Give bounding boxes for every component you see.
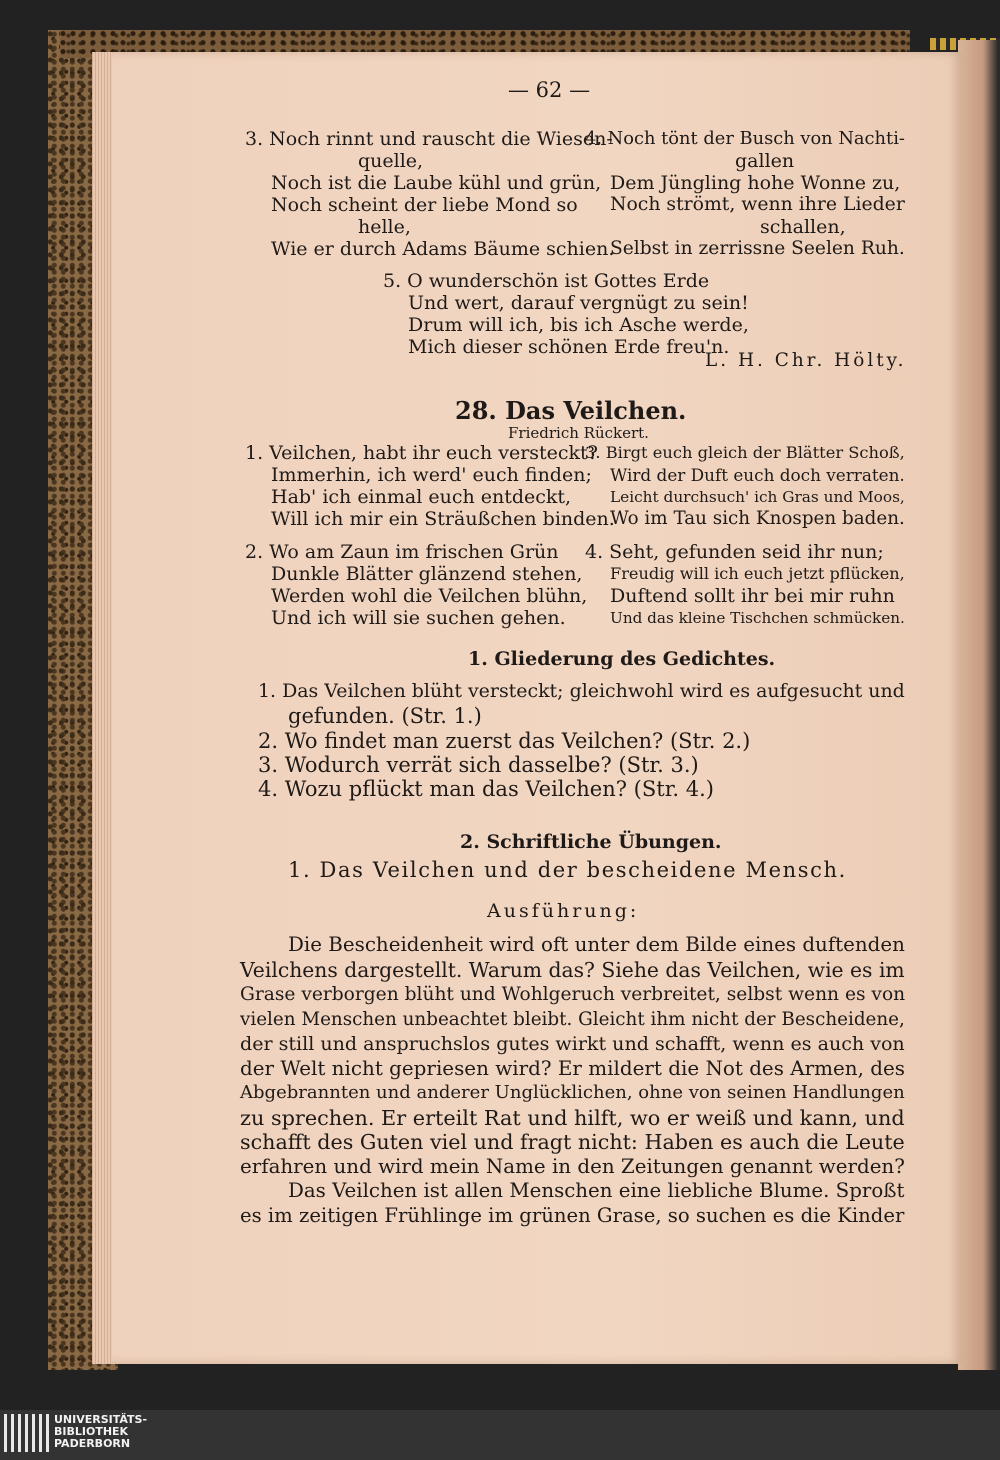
- body-line-2: Veilchens dargestellt. Warum das? Siehe das Veilchen, wie es im: [240, 958, 905, 982]
- body-line-7: Abgebrannten und anderer Unglücklichen, ohne von seinen Handlungen: [240, 1082, 905, 1103]
- body-line-4: vielen Menschen unbeachtet bleibt. Gleicht ihm nicht der Bescheidene,: [240, 1009, 905, 1030]
- veilchen-stanza1-line1: 1. Veilchen, habt ihr euch versteckt?: [245, 442, 598, 464]
- veilchen-stanza2-line4: Und ich will sie suchen gehen.: [271, 607, 566, 629]
- veilchen-stanza4-line3: Duftend sollt ihr bei mir ruhn: [610, 585, 895, 607]
- hoelty-author: L. H. Chr. Hölty.: [705, 350, 907, 371]
- gliederung-item-3: 3. Wodurch verrät sich dasselbe? (Str. 3.): [258, 753, 699, 777]
- hoelty-stanza3-line6: Wie er durch Adams Bäume schien.: [271, 238, 615, 260]
- hoelty-stanza5-line4: Mich dieser schönen Erde freu'n.: [408, 336, 730, 358]
- veilchen-stanza2-line2: Dunkle Blätter glänzend stehen,: [271, 563, 583, 585]
- library-logo-icon: [4, 1414, 50, 1452]
- hoelty-stanza4-line5: schallen,: [760, 216, 846, 238]
- hoelty-stanza3-line5: helle,: [358, 216, 411, 238]
- next-page-edge: [958, 40, 1000, 1370]
- ausfuehrung-label: Ausführung:: [487, 900, 640, 922]
- gliederung-item-2: 2. Wo findet man zuerst das Veilchen? (Str. 2.): [258, 729, 751, 753]
- footer-bar: [0, 1410, 1000, 1460]
- hoelty-stanza4-line4: Noch strömt, wenn ihre Lieder: [610, 194, 905, 215]
- logo-line-3: PADERBORN: [54, 1437, 131, 1450]
- hoelty-stanza3-line3: Noch ist die Laube kühl und grün,: [271, 172, 602, 194]
- body-line-12: es im zeitigen Frühlinge im grünen Grase, so suchen es die Kinder: [240, 1204, 905, 1227]
- body-line-5: der still und anspruchslos gutes wirkt und schafft, wenn es auch von: [240, 1033, 905, 1055]
- veilchen-stanza4-line2: Freudig will ich euch jetzt pflücken,: [610, 564, 905, 583]
- veilchen-stanza3-line4: Wo im Tau sich Knospen baden.: [610, 508, 905, 529]
- gliederung-item-4: 4. Wozu pflückt man das Veilchen? (Str. 4.): [258, 777, 715, 801]
- veilchen-stanza1-line4: Will ich mir ein Sträußchen binden.: [271, 508, 615, 530]
- library-logo-text: [54, 1414, 147, 1450]
- hoelty-stanza3-line2: quelle,: [358, 150, 424, 172]
- body-line-8: zu sprechen. Er erteilt Rat und hilft, wo er weiß und kann, und: [240, 1106, 905, 1130]
- gliederung-heading: 1. Gliederung des Gedichtes.: [468, 648, 776, 670]
- hoelty-stanza5-line1: 5. O wunderschön ist Gottes Erde: [383, 270, 710, 292]
- hoelty-stanza5-line3: Drum will ich, bis ich Asche werde,: [408, 314, 749, 336]
- veilchen-stanza4-line1: 4. Seht, gefunden seid ihr nun;: [585, 541, 884, 563]
- hoelty-stanza4-line6: Selbst in zerrissne Seelen Ruh.: [610, 238, 905, 259]
- hoelty-stanza3-line4: Noch scheint der liebe Mond so: [271, 194, 578, 216]
- hoelty-stanza4-line3: Dem Jüngling hohe Wonne zu,: [610, 172, 901, 194]
- page-number: — 62 —: [508, 78, 591, 102]
- hoelty-stanza5-line2: Und wert, darauf vergnügt zu sein!: [408, 292, 749, 314]
- veilchen-stanza1-line3: Hab' ich einmal euch entdeckt,: [271, 486, 572, 508]
- body-line-9: schafft des Guten viel und fragt nicht: Haben es auch die Leute: [240, 1130, 905, 1154]
- logo-line-1: UNIVERSITÄTS-: [54, 1413, 148, 1426]
- veilchen-stanza3-line2: Wird der Duft euch doch verraten.: [610, 465, 905, 485]
- body-line-10: erfahren und wird mein Name in den Zeitungen genannt werden?: [240, 1155, 905, 1178]
- poem-author: Friedrich Rückert.: [508, 424, 649, 442]
- hoelty-stanza3-line1: 3. Noch rinnt und rauscht die Wiesen-: [245, 128, 613, 150]
- veilchen-stanza3-line1: 3. Birgt euch gleich der Blätter Schoß,: [585, 443, 905, 462]
- hoelty-stanza4-line1: 4. Noch tönt der Busch von Nachti-: [585, 128, 905, 149]
- body-line-11: Das Veilchen ist allen Menschen eine liebliche Blume. Sproßt: [288, 1179, 905, 1202]
- veilchen-stanza2-line3: Werden wohl die Veilchen blühn,: [271, 585, 588, 607]
- body-line-6: der Welt nicht gepriesen wird? Er mildert die Not des Armen, des: [240, 1057, 906, 1080]
- hoelty-stanza4-line2: gallen: [735, 150, 795, 172]
- veilchen-stanza4-line4: Und das kleine Tischchen schmücken.: [610, 609, 905, 627]
- body-line-3: Grase verborgen blüht und Wohlgeruch verbreitet, selbst wenn es von: [240, 984, 906, 1005]
- uebungen-topic: 1. Das Veilchen und der bescheidene Mensch.: [288, 858, 847, 882]
- uebungen-heading: 2. Schriftliche Übungen.: [460, 831, 722, 853]
- gliederung-item-1-cont: gefunden. (Str. 1.): [288, 704, 482, 728]
- body-line-1: Die Bescheidenheit wird oft unter dem Bilde eines duftenden: [288, 933, 905, 956]
- veilchen-stanza2-line1: 2. Wo am Zaun im frischen Grün: [245, 541, 559, 563]
- veilchen-stanza3-line3: Leicht durchsuch' ich Gras und Moos,: [610, 488, 905, 506]
- veilchen-stanza1-line2: Immerhin, ich werd' euch finden;: [271, 464, 592, 486]
- gliederung-item-1: 1. Das Veilchen blüht versteckt; gleichwohl wird es aufgesucht und: [258, 680, 905, 702]
- page-edges: [92, 52, 112, 1364]
- poem-title: 28. Das Veilchen.: [455, 396, 687, 425]
- logo-line-2: BIBLIOTHEK: [54, 1425, 129, 1438]
